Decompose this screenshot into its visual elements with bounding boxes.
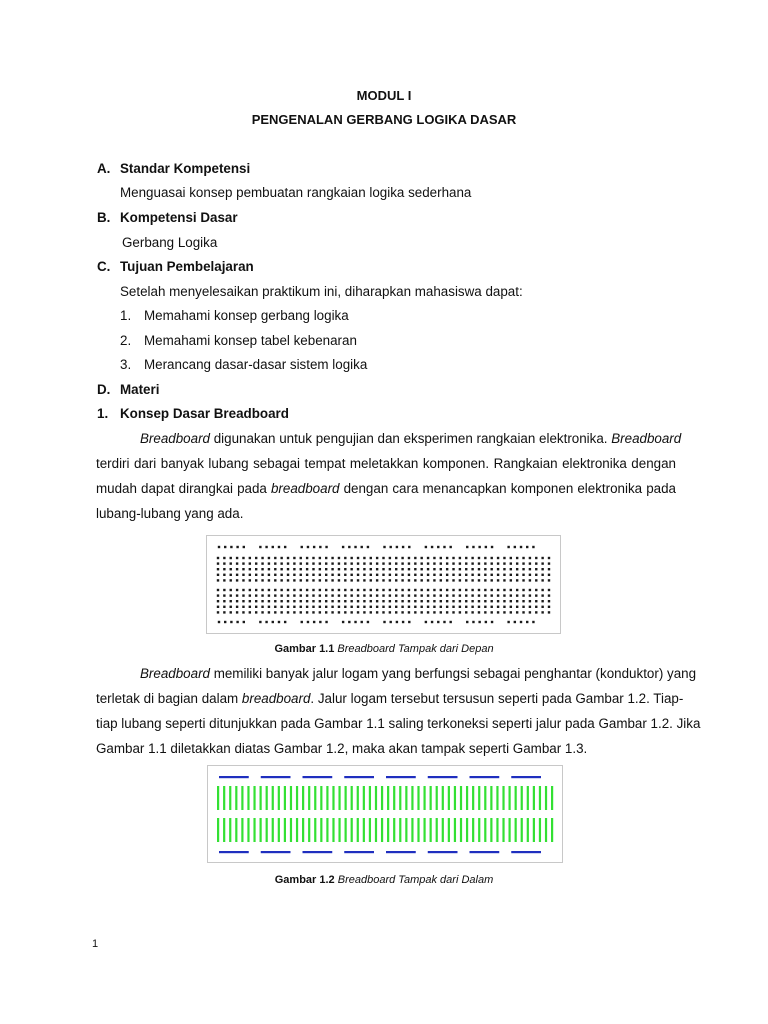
section-a-body: Menguasai konsep pembuatan rangkaian logika sederhana [120,185,472,200]
section-b-body: Gerbang Logika [122,235,218,250]
objective-number: 3. [120,357,132,372]
section-b-marker: B. [97,210,111,225]
page-title: PENGENALAN GERBANG LOGIKA DASAR [251,112,517,127]
section-c-heading: Tujuan Pembelajaran [120,259,254,274]
figure-2-caption: Gambar 1.2 Breadboard Tampak dari Dalam [274,874,494,886]
figure-breadboard-inside [207,765,563,863]
paragraph-line: tiap lubang seperti ditunjukkan pada Gambar 1.1 saling terkoneksi seperti jalur pada Gambar 1.2. Jika [96,716,701,731]
paragraph-metal-strips [96,661,701,761]
page-number: 1 [92,938,99,950]
figure-breadboard-front [206,535,561,634]
objective-text: Memahami konsep tabel kebenaran [144,333,357,348]
module-label: MODUL I [356,88,412,103]
section-b-heading: Kompetensi Dasar [120,210,238,225]
breadboard-front-illustration [207,536,560,633]
section-c-body: Setelah menyelesaikan praktikum ini, diharapkan mahasiswa dapat: [120,284,523,299]
objective-number: 1. [120,308,132,323]
paragraph-line: Breadboard digunakan untuk pengujian dan eksperimen rangkaian elektronika. Breadboard [140,431,682,446]
section-a-heading: Standar Kompetensi [120,161,251,176]
section-c-marker: C. [97,259,111,274]
subsection-1-heading: Konsep Dasar Breadboard [120,406,289,421]
paragraph-line: terdiri dari banyak lubang sebagai tempat meletakkan komponen. Rangkaian elektronika dengan [96,456,676,471]
objective-text: Merancang dasar-dasar sistem logika [144,357,368,372]
paragraph-line: lubang-lubang yang ada. [96,506,244,521]
subsection-1-marker: 1. [97,406,109,421]
objective-number: 2. [120,333,132,348]
figure-1-caption: Gambar 1.1 Breadboard Tampak dari Depan [274,643,494,655]
section-d-heading: Materi [120,382,160,397]
paragraph-line: mudah dapat dirangkai pada breadboard dengan cara menancapkan komponen elektronika pada [96,481,676,496]
section-d-marker: D. [97,382,111,397]
paragraph-breadboard-intro [96,426,682,526]
section-a-marker: A. [97,161,111,176]
breadboard-inside-illustration [208,766,562,862]
objective-text: Memahami konsep gerbang logika [144,308,349,323]
paragraph-line: Gambar 1.1 diletakkan diatas Gambar 1.2, maka akan tampak seperti Gambar 1.3. [96,741,588,756]
paragraph-line: Breadboard memiliki banyak jalur logam yang berfungsi sebagai penghantar (konduktor) yang [140,666,697,681]
paragraph-line: terletak di bagian dalam breadboard. Jalur logam tersebut tersusun seperti pada Gambar 1.2. Tiap- [96,691,684,706]
